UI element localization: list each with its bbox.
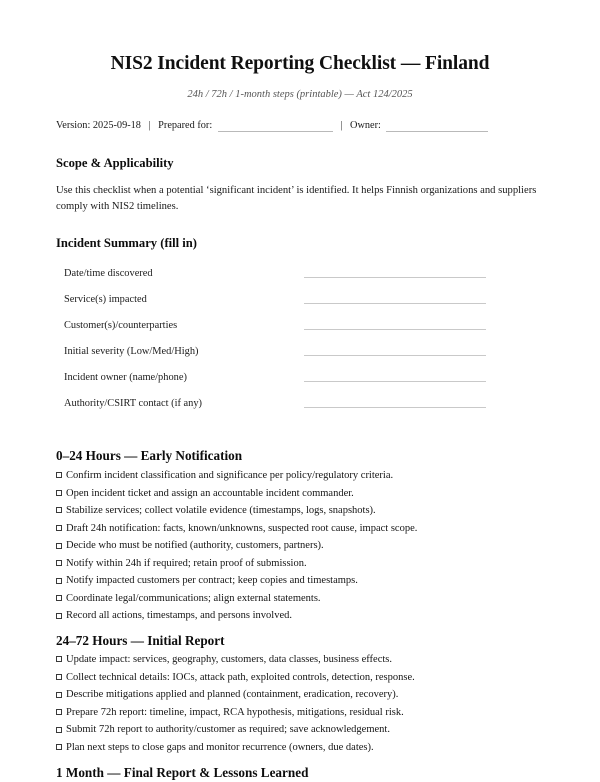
version-label: Version: 2025-09-18 (56, 120, 141, 132)
row-input-cell[interactable] (304, 391, 544, 417)
checkbox-icon[interactable] (56, 727, 62, 733)
document-meta-line (56, 102, 544, 133)
checkbox-icon[interactable] (56, 613, 62, 619)
fill-in-rule[interactable] (304, 407, 486, 408)
checkbox-icon[interactable] (56, 490, 62, 496)
fill-in-rule[interactable] (304, 329, 486, 330)
owner-label: Owner: (350, 120, 381, 132)
list-item[interactable] (56, 725, 544, 743)
list-item[interactable] (56, 594, 544, 612)
list-item-label: Prepare 72h report: timeline, impact, RCA hypothesis, mitigations, residual risk. (66, 706, 404, 718)
fill-in-rule[interactable] (304, 355, 486, 356)
checkbox-icon[interactable] (56, 674, 62, 680)
checkbox-icon[interactable] (56, 692, 62, 698)
checkbox-icon[interactable] (56, 543, 62, 549)
prepared-for-field[interactable] (218, 120, 333, 132)
list-item[interactable] (56, 611, 544, 629)
phase-24h-checklist (56, 464, 544, 629)
owner-field[interactable] (386, 120, 488, 132)
scope-paragraph: Use this checklist when a potential ‘significant incident’ is identified. It helps Finnish organizations and suppliers comply with NIS2 timelines. (56, 184, 537, 213)
checkbox-icon[interactable] (56, 507, 62, 513)
row-input-cell[interactable] (304, 287, 544, 313)
phase-month-heading: 1 Month — Final Report & Lessons Learned (56, 765, 309, 781)
list-item-label: Decide who must be notified (authority, customers, partners). (66, 540, 324, 552)
list-item-label: Collect technical details: IOCs, attack path, exploited controls, detection, response. (66, 671, 415, 683)
list-item-label: Update impact: services, geography, customers, data classes, business effects. (66, 654, 392, 666)
list-item-label: Draft 24h notification: facts, known/unknowns, suspected root cause, impact scope. (66, 522, 418, 534)
checkbox-icon[interactable] (56, 656, 62, 662)
fill-in-rule[interactable] (304, 381, 486, 382)
checkbox-icon[interactable] (56, 472, 62, 478)
row-label: Customer(s)/counterparties (64, 320, 178, 332)
meta-separator-2: | (340, 120, 343, 132)
row-label: Date/time discovered (64, 268, 153, 280)
list-item[interactable] (56, 489, 544, 507)
list-item[interactable] (56, 655, 544, 673)
row-input-cell[interactable] (304, 339, 544, 365)
list-item-label: Coordinate legal/communications; align external statements. (66, 592, 321, 604)
list-item-label: Plan next steps to close gaps and monitor recurrence (owners, due dates). (66, 741, 374, 753)
table-row (56, 365, 544, 391)
row-label: Incident owner (name/phone) (64, 372, 187, 384)
checkbox-icon[interactable] (56, 709, 62, 715)
checkbox-icon[interactable] (56, 595, 62, 601)
row-input-cell[interactable] (304, 365, 544, 391)
list-item-label: Confirm incident classification and significance per policy/regulatory criteria. (66, 470, 394, 482)
row-input-cell[interactable] (304, 261, 544, 287)
list-item-label: Open incident ticket and assign an accountable incident commander. (66, 487, 354, 499)
list-item-label: Submit 72h report to authority/customer as required; save acknowledgement. (66, 724, 390, 736)
list-item[interactable] (56, 708, 544, 726)
phase-72h-checklist (56, 649, 544, 760)
fill-in-rule[interactable] (304, 277, 486, 278)
list-item[interactable] (56, 524, 544, 542)
table-row (56, 339, 544, 365)
incident-summary-table (56, 261, 544, 417)
checkbox-icon[interactable] (56, 578, 62, 584)
phase-24h-heading: 0–24 Hours — Early Notification (56, 447, 243, 463)
list-item[interactable] (56, 690, 544, 708)
scope-heading: Scope & Applicability (56, 156, 174, 171)
incident-summary-table-body (56, 261, 544, 417)
list-item[interactable] (56, 506, 544, 524)
page-title: NIS2 Incident Reporting Checklist — Finland (110, 53, 490, 74)
list-item[interactable] (56, 559, 544, 577)
table-row (56, 313, 544, 339)
prepared-for-label: Prepared for: (158, 120, 213, 132)
table-row (56, 391, 544, 417)
list-item[interactable] (56, 541, 544, 559)
list-item-label: Describe mitigations applied and planned (containment, eradication, recovery). (66, 689, 399, 701)
checkbox-icon[interactable] (56, 525, 62, 531)
checkbox-icon[interactable] (56, 744, 62, 750)
row-label: Service(s) impacted (64, 294, 147, 306)
meta-separator-1: | (148, 120, 151, 132)
row-label: Authority/CSIRT contact (if any) (64, 398, 202, 410)
incident-summary-heading: Incident Summary (fill in) (56, 235, 197, 250)
list-item-label: Notify impacted customers per contract; keep copies and timestamps. (66, 575, 358, 587)
table-row (56, 287, 544, 313)
page-subtitle: 24h / 72h / 1-month steps (printable) — Act 124/2025 (187, 89, 413, 101)
checkbox-icon[interactable] (56, 560, 62, 566)
list-item-label: Stabilize services; collect volatile evidence (timestamps, logs, snapshots). (66, 505, 376, 517)
list-item[interactable] (56, 576, 544, 594)
list-item-label: Record all actions, timestamps, and persons involved. (66, 610, 292, 622)
list-item[interactable] (56, 471, 544, 489)
fill-in-rule[interactable] (304, 303, 486, 304)
table-row (56, 261, 544, 287)
list-item-label: Notify within 24h if required; retain proof of submission. (66, 557, 307, 569)
row-label: Initial severity (Low/Med/High) (64, 346, 199, 358)
row-input-cell[interactable] (304, 313, 544, 339)
phase-72h-heading: 24–72 Hours — Initial Report (56, 633, 225, 649)
list-item[interactable] (56, 673, 544, 691)
list-item[interactable] (56, 743, 544, 761)
